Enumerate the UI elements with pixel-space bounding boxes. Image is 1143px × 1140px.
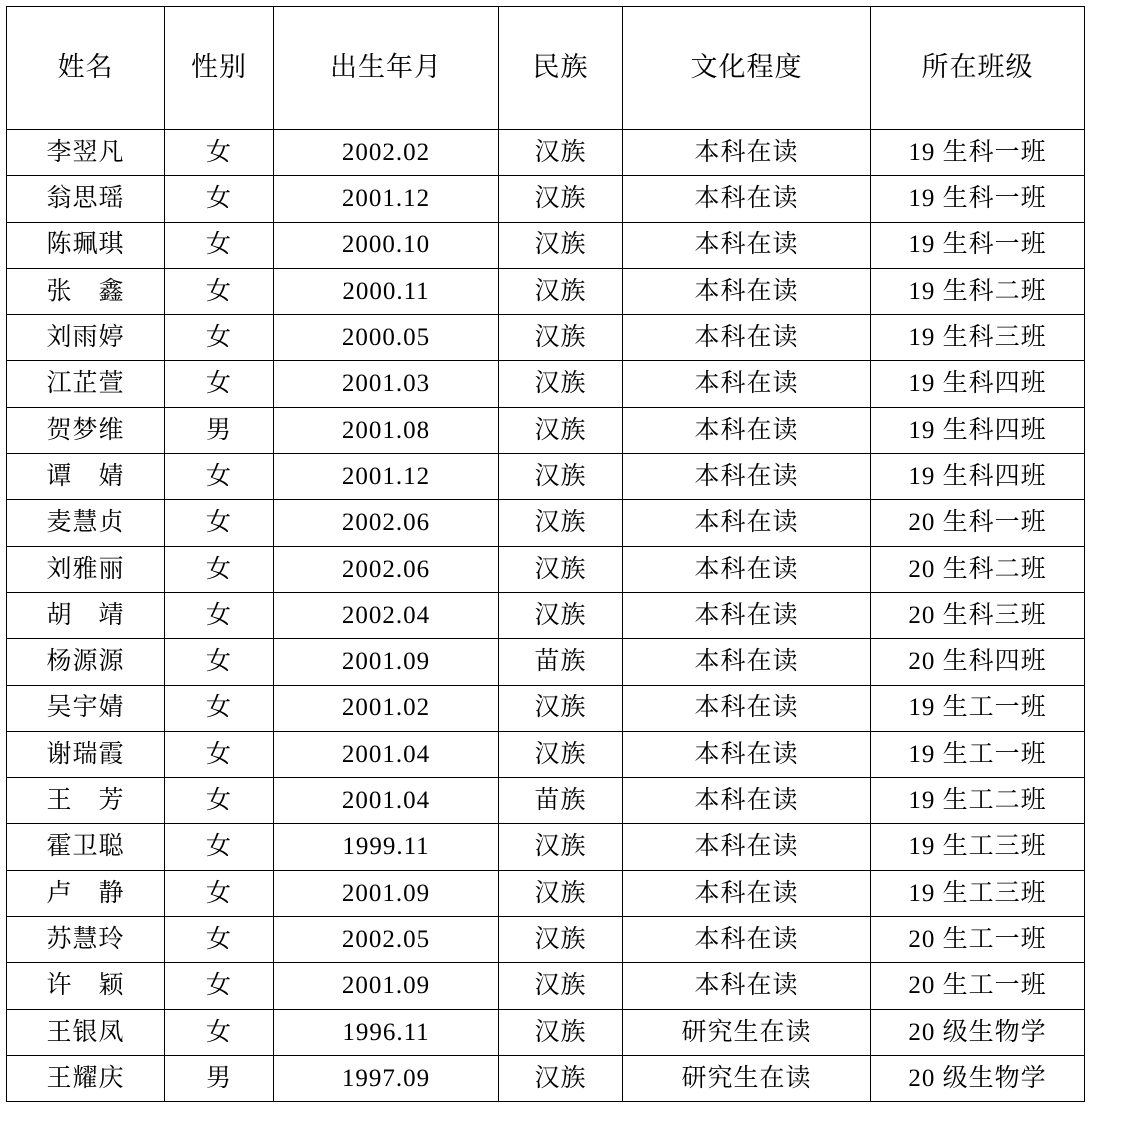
cell-class: 19 生工一班 bbox=[871, 685, 1085, 731]
cell-birth: 1996.11 bbox=[274, 1009, 499, 1055]
cell-ethnic: 汉族 bbox=[499, 315, 623, 361]
table-body bbox=[7, 130, 1085, 1102]
cell-class: 20 生科一班 bbox=[871, 500, 1085, 546]
cell-sex: 女 bbox=[165, 917, 274, 963]
cell-edu: 本科在读 bbox=[623, 407, 871, 453]
cell-class: 19 生科四班 bbox=[871, 454, 1085, 500]
cell-name: 翁思瑶 bbox=[7, 176, 165, 222]
table-row bbox=[7, 315, 1085, 361]
cell-name: 卢 静 bbox=[7, 870, 165, 916]
cell-edu: 本科在读 bbox=[623, 454, 871, 500]
cell-sex: 女 bbox=[165, 500, 274, 546]
cell-sex: 女 bbox=[165, 176, 274, 222]
cell-ethnic: 汉族 bbox=[499, 176, 623, 222]
cell-ethnic: 苗族 bbox=[499, 639, 623, 685]
table-row bbox=[7, 639, 1085, 685]
cell-name: 胡 靖 bbox=[7, 592, 165, 638]
cell-sex: 女 bbox=[165, 639, 274, 685]
cell-edu: 本科在读 bbox=[623, 731, 871, 777]
cell-birth: 2001.12 bbox=[274, 454, 499, 500]
cell-edu: 本科在读 bbox=[623, 546, 871, 592]
column-header-birth: 出生年月 bbox=[274, 7, 499, 130]
table-header-row bbox=[7, 7, 1085, 130]
cell-sex: 男 bbox=[165, 407, 274, 453]
cell-ethnic: 汉族 bbox=[499, 731, 623, 777]
cell-edu: 本科在读 bbox=[623, 685, 871, 731]
cell-name: 谭 婧 bbox=[7, 454, 165, 500]
table-row bbox=[7, 917, 1085, 963]
cell-birth: 2001.09 bbox=[274, 870, 499, 916]
cell-ethnic: 汉族 bbox=[499, 268, 623, 314]
cell-name: 杨源源 bbox=[7, 639, 165, 685]
cell-name: 吴宇婧 bbox=[7, 685, 165, 731]
cell-name: 许 颖 bbox=[7, 963, 165, 1009]
cell-class: 20 生科三班 bbox=[871, 592, 1085, 638]
cell-sex: 女 bbox=[165, 778, 274, 824]
cell-edu: 本科在读 bbox=[623, 361, 871, 407]
cell-name: 谢瑞霞 bbox=[7, 731, 165, 777]
cell-birth: 2002.06 bbox=[274, 546, 499, 592]
cell-ethnic: 苗族 bbox=[499, 778, 623, 824]
cell-birth: 2001.08 bbox=[274, 407, 499, 453]
cell-ethnic: 汉族 bbox=[499, 130, 623, 176]
cell-edu: 本科在读 bbox=[623, 592, 871, 638]
cell-birth: 2002.04 bbox=[274, 592, 499, 638]
cell-ethnic: 汉族 bbox=[499, 454, 623, 500]
cell-name: 麦慧贞 bbox=[7, 500, 165, 546]
cell-name: 李翌凡 bbox=[7, 130, 165, 176]
cell-edu: 本科在读 bbox=[623, 778, 871, 824]
cell-sex: 女 bbox=[165, 546, 274, 592]
table-row bbox=[7, 824, 1085, 870]
cell-birth: 2001.03 bbox=[274, 361, 499, 407]
column-header-ethnic: 民族 bbox=[499, 7, 623, 130]
cell-birth: 2000.11 bbox=[274, 268, 499, 314]
cell-sex: 女 bbox=[165, 592, 274, 638]
cell-ethnic: 汉族 bbox=[499, 407, 623, 453]
cell-ethnic: 汉族 bbox=[499, 592, 623, 638]
column-header-education: 文化程度 bbox=[623, 7, 871, 130]
cell-class: 19 生工一班 bbox=[871, 731, 1085, 777]
cell-name: 王耀庆 bbox=[7, 1055, 165, 1101]
cell-edu: 本科在读 bbox=[623, 222, 871, 268]
cell-sex: 女 bbox=[165, 315, 274, 361]
cell-ethnic: 汉族 bbox=[499, 824, 623, 870]
cell-name: 霍卫聪 bbox=[7, 824, 165, 870]
cell-birth: 2001.04 bbox=[274, 731, 499, 777]
cell-ethnic: 汉族 bbox=[499, 361, 623, 407]
cell-ethnic: 汉族 bbox=[499, 685, 623, 731]
cell-class: 19 生科一班 bbox=[871, 222, 1085, 268]
table-row bbox=[7, 592, 1085, 638]
cell-sex: 男 bbox=[165, 1055, 274, 1101]
cell-birth: 2002.05 bbox=[274, 917, 499, 963]
cell-class: 19 生科一班 bbox=[871, 130, 1085, 176]
cell-ethnic: 汉族 bbox=[499, 1055, 623, 1101]
document-page bbox=[0, 6, 1143, 1140]
table-row bbox=[7, 778, 1085, 824]
cell-sex: 女 bbox=[165, 454, 274, 500]
cell-edu: 本科在读 bbox=[623, 500, 871, 546]
cell-edu: 研究生在读 bbox=[623, 1009, 871, 1055]
cell-sex: 女 bbox=[165, 824, 274, 870]
cell-class: 20 生科四班 bbox=[871, 639, 1085, 685]
cell-birth: 2002.06 bbox=[274, 500, 499, 546]
cell-sex: 女 bbox=[165, 870, 274, 916]
table-row bbox=[7, 268, 1085, 314]
cell-sex: 女 bbox=[165, 130, 274, 176]
cell-ethnic: 汉族 bbox=[499, 500, 623, 546]
table-row bbox=[7, 130, 1085, 176]
table-row bbox=[7, 500, 1085, 546]
cell-class: 19 生工三班 bbox=[871, 824, 1085, 870]
cell-edu: 本科在读 bbox=[623, 176, 871, 222]
cell-ethnic: 汉族 bbox=[499, 963, 623, 1009]
cell-birth: 2002.02 bbox=[274, 130, 499, 176]
cell-birth: 2001.02 bbox=[274, 685, 499, 731]
cell-birth: 2001.09 bbox=[274, 963, 499, 1009]
cell-ethnic: 汉族 bbox=[499, 917, 623, 963]
cell-class: 19 生科四班 bbox=[871, 407, 1085, 453]
column-header-class: 所在班级 bbox=[871, 7, 1085, 130]
cell-sex: 女 bbox=[165, 731, 274, 777]
cell-name: 江芷萱 bbox=[7, 361, 165, 407]
table-row bbox=[7, 222, 1085, 268]
cell-sex: 女 bbox=[165, 222, 274, 268]
student-roster-table bbox=[6, 6, 1085, 1102]
cell-edu: 本科在读 bbox=[623, 824, 871, 870]
cell-birth: 1997.09 bbox=[274, 1055, 499, 1101]
cell-edu: 本科在读 bbox=[623, 917, 871, 963]
table-row bbox=[7, 870, 1085, 916]
cell-sex: 女 bbox=[165, 1009, 274, 1055]
cell-class: 19 生工三班 bbox=[871, 870, 1085, 916]
table-row bbox=[7, 1009, 1085, 1055]
table-row bbox=[7, 963, 1085, 1009]
cell-class: 19 生科四班 bbox=[871, 361, 1085, 407]
cell-sex: 女 bbox=[165, 963, 274, 1009]
table-row bbox=[7, 731, 1085, 777]
table-row bbox=[7, 546, 1085, 592]
cell-class: 19 生科三班 bbox=[871, 315, 1085, 361]
table-row bbox=[7, 454, 1085, 500]
cell-edu: 本科在读 bbox=[623, 130, 871, 176]
cell-name: 贺梦维 bbox=[7, 407, 165, 453]
column-header-sex: 性别 bbox=[165, 7, 274, 130]
cell-ethnic: 汉族 bbox=[499, 222, 623, 268]
cell-ethnic: 汉族 bbox=[499, 546, 623, 592]
cell-name: 苏慧玲 bbox=[7, 917, 165, 963]
cell-edu: 本科在读 bbox=[623, 639, 871, 685]
cell-class: 19 生科二班 bbox=[871, 268, 1085, 314]
cell-class: 20 生科二班 bbox=[871, 546, 1085, 592]
cell-edu: 本科在读 bbox=[623, 315, 871, 361]
cell-edu: 本科在读 bbox=[623, 963, 871, 1009]
cell-birth: 2001.04 bbox=[274, 778, 499, 824]
cell-class: 19 生科一班 bbox=[871, 176, 1085, 222]
table-row bbox=[7, 176, 1085, 222]
table-row bbox=[7, 361, 1085, 407]
cell-ethnic: 汉族 bbox=[499, 1009, 623, 1055]
cell-class: 19 生工二班 bbox=[871, 778, 1085, 824]
cell-sex: 女 bbox=[165, 268, 274, 314]
table-row bbox=[7, 685, 1085, 731]
cell-birth: 2000.05 bbox=[274, 315, 499, 361]
cell-class: 20 生工一班 bbox=[871, 917, 1085, 963]
table-header bbox=[7, 7, 1085, 130]
table-row bbox=[7, 1055, 1085, 1101]
cell-class: 20 级生物学 bbox=[871, 1009, 1085, 1055]
cell-edu: 本科在读 bbox=[623, 268, 871, 314]
cell-ethnic: 汉族 bbox=[499, 870, 623, 916]
cell-name: 刘雨婷 bbox=[7, 315, 165, 361]
cell-birth: 2001.12 bbox=[274, 176, 499, 222]
cell-birth: 2000.10 bbox=[274, 222, 499, 268]
cell-name: 王银凤 bbox=[7, 1009, 165, 1055]
cell-class: 20 级生物学 bbox=[871, 1055, 1085, 1101]
cell-edu: 本科在读 bbox=[623, 870, 871, 916]
cell-class: 20 生工一班 bbox=[871, 963, 1085, 1009]
table-row bbox=[7, 407, 1085, 453]
column-header-name: 姓名 bbox=[7, 7, 165, 130]
cell-birth: 1999.11 bbox=[274, 824, 499, 870]
cell-sex: 女 bbox=[165, 361, 274, 407]
cell-edu: 研究生在读 bbox=[623, 1055, 871, 1101]
cell-name: 张 鑫 bbox=[7, 268, 165, 314]
cell-sex: 女 bbox=[165, 685, 274, 731]
cell-name: 刘雅丽 bbox=[7, 546, 165, 592]
cell-birth: 2001.09 bbox=[274, 639, 499, 685]
cell-name: 王 芳 bbox=[7, 778, 165, 824]
cell-name: 陈珮琪 bbox=[7, 222, 165, 268]
